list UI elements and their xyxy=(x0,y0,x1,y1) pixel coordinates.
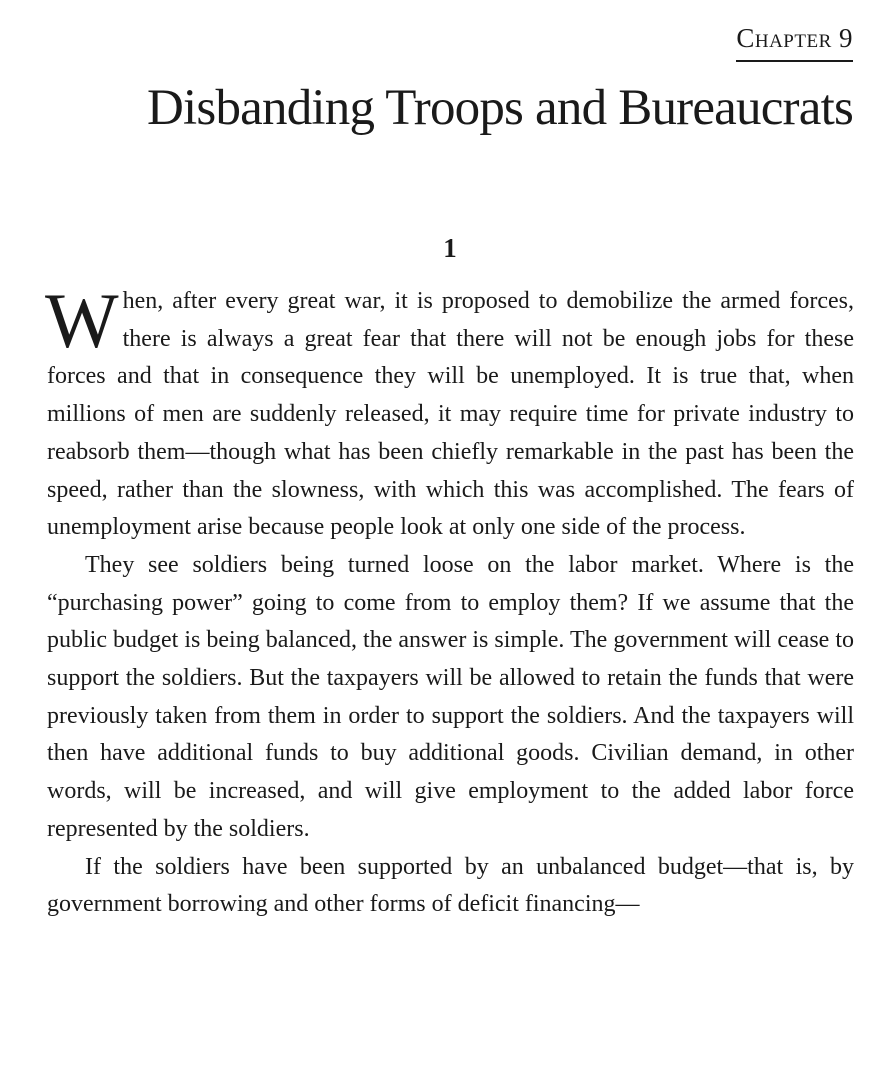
section-number: 1 xyxy=(443,233,457,263)
body-text xyxy=(45,277,854,924)
paragraph-3: If the soldiers have been supported by an unbalanced budget—that is, by government borrowing and other forms of deficit financing— xyxy=(47,853,854,918)
paragraph-2: They see soldiers being turned loose on the labor market. Where is the “purchasing power” going to come from to employ them? If we assume that the public budget is being balanced, the answer is simple. The government will cease to support the soldiers. But the taxpayers will be allowed to retain the funds that were previously taken from them in order to support the soldiers. And the taxpayers will then have additional funds to buy additional goods. Civilian demand, in other words, will be increased, and will give employment to the added labor force represented by the soldiers. xyxy=(47,551,854,842)
drop-cap: W xyxy=(45,277,119,364)
chapter-label: Chapter 9 xyxy=(736,22,853,62)
paragraph-1-text: hen, after every great war, it is proposed to demobilize the armed forces, there is always a great fear that there will not be enough jobs for these forces and that in consequence they will be unemployed. It is true that, when millions of men are suddenly released, it may require time for private industry to reabsorb them—though what has been chiefly remarkable in the past has been the speed, rather than the slowness, with which this was accomplished. The fears of unemployment arise because people look at only one side of the process. xyxy=(47,288,854,541)
paragraph-1 xyxy=(45,277,854,547)
chapter-title: Disbanding Troops and Bureaucrats xyxy=(147,80,853,136)
